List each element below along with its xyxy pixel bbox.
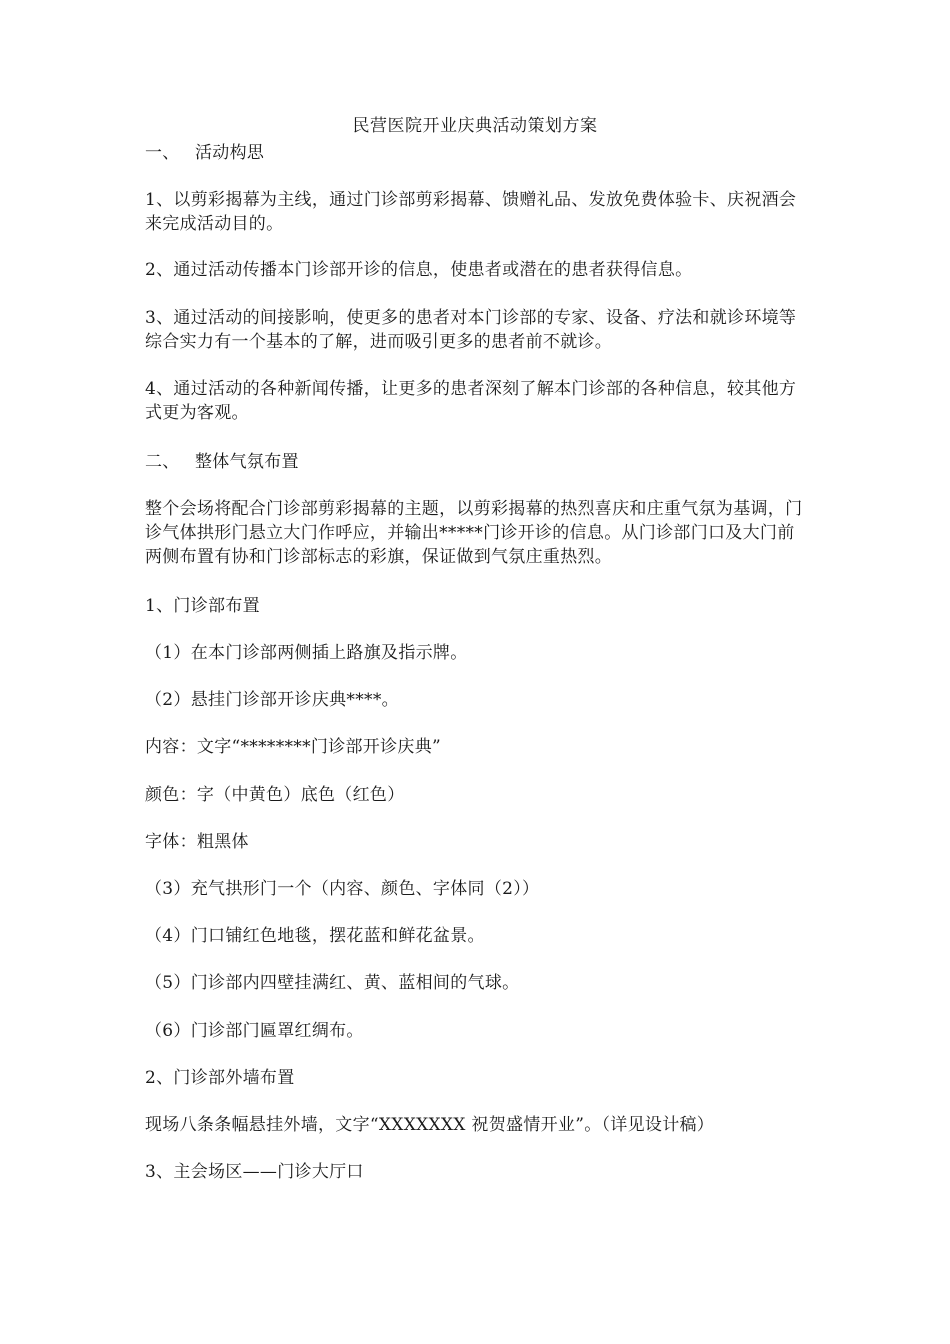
paragraph: （2）悬挂门诊部开诊庆典****。 [145, 690, 399, 710]
paragraph: 2、门诊部外墙布置 [145, 1068, 295, 1088]
paragraph: 4、通过活动的各种新闻传播，让更多的患者深刻了解本门诊部的各种信息，较其他方式更为客观。 [145, 379, 797, 423]
paragraph: 整个会场将配合门诊部剪彩揭幕的主题，以剪彩揭幕的热烈喜庆和庄重气氛为基调，门诊气体拱形门悬立大门作呼应，并输出*****门诊开诊的信息。从门诊部门口及大门前两侧布置有协和门诊部标志的彩旗，保证做到气氛庄重热烈。 [145, 499, 803, 567]
section-number: 一、 [145, 143, 180, 163]
paragraph: 1、以剪彩揭幕为主线，通过门诊部剪彩揭幕、馈赠礼品、发放免费体验卡、庆祝酒会来完成活动目的。 [145, 190, 797, 234]
paragraph: 1、门诊部布置 [145, 596, 260, 616]
paragraph: 现场八条条幅悬挂外墙，文字“XXXXXXX 祝贺盛情开业”。（详见设计稿） [145, 1115, 715, 1135]
paragraph: （6）门诊部门匾罩红绸布。 [145, 1021, 364, 1041]
paragraph: （1）在本门诊部两侧插上路旗及指示牌。 [145, 643, 468, 663]
section-text: 活动构思 [195, 143, 265, 163]
paragraph: 2、通过活动传播本门诊部开诊的信息，使患者或潜在的患者获得信息。 [145, 260, 693, 280]
paragraph: 字体：粗黑体 [145, 832, 249, 852]
paragraph: （3）充气拱形门一个（内容、颜色、字体同（2）） [145, 879, 540, 899]
paragraph: 内容：文字“********门诊部开诊庆典” [145, 737, 441, 757]
section-heading-1 [145, 141, 810, 165]
section-number: 二、 [145, 452, 180, 472]
document-title: 民营医院开业庆典活动策划方案 [352, 116, 598, 136]
paragraph: （4）门口铺红色地毯，摆花蓝和鲜花盆景。 [145, 926, 485, 946]
paragraph: （5）门诊部内四壁挂满红、黄、蓝相间的气球。 [145, 973, 520, 993]
paragraph: 3、主会场区——门诊大厅口 [145, 1162, 364, 1182]
paragraph: 颜色：字（中黄色）底色（红色） [145, 785, 405, 805]
section-heading-2 [145, 450, 810, 474]
paragraph: 3、通过活动的间接影响，使更多的患者对本门诊部的专家、设备、疗法和就诊环境等综合实力有一个基本的了解，进而吸引更多的患者前不就诊。 [145, 308, 797, 352]
section-text: 整体气氛布置 [195, 452, 299, 472]
